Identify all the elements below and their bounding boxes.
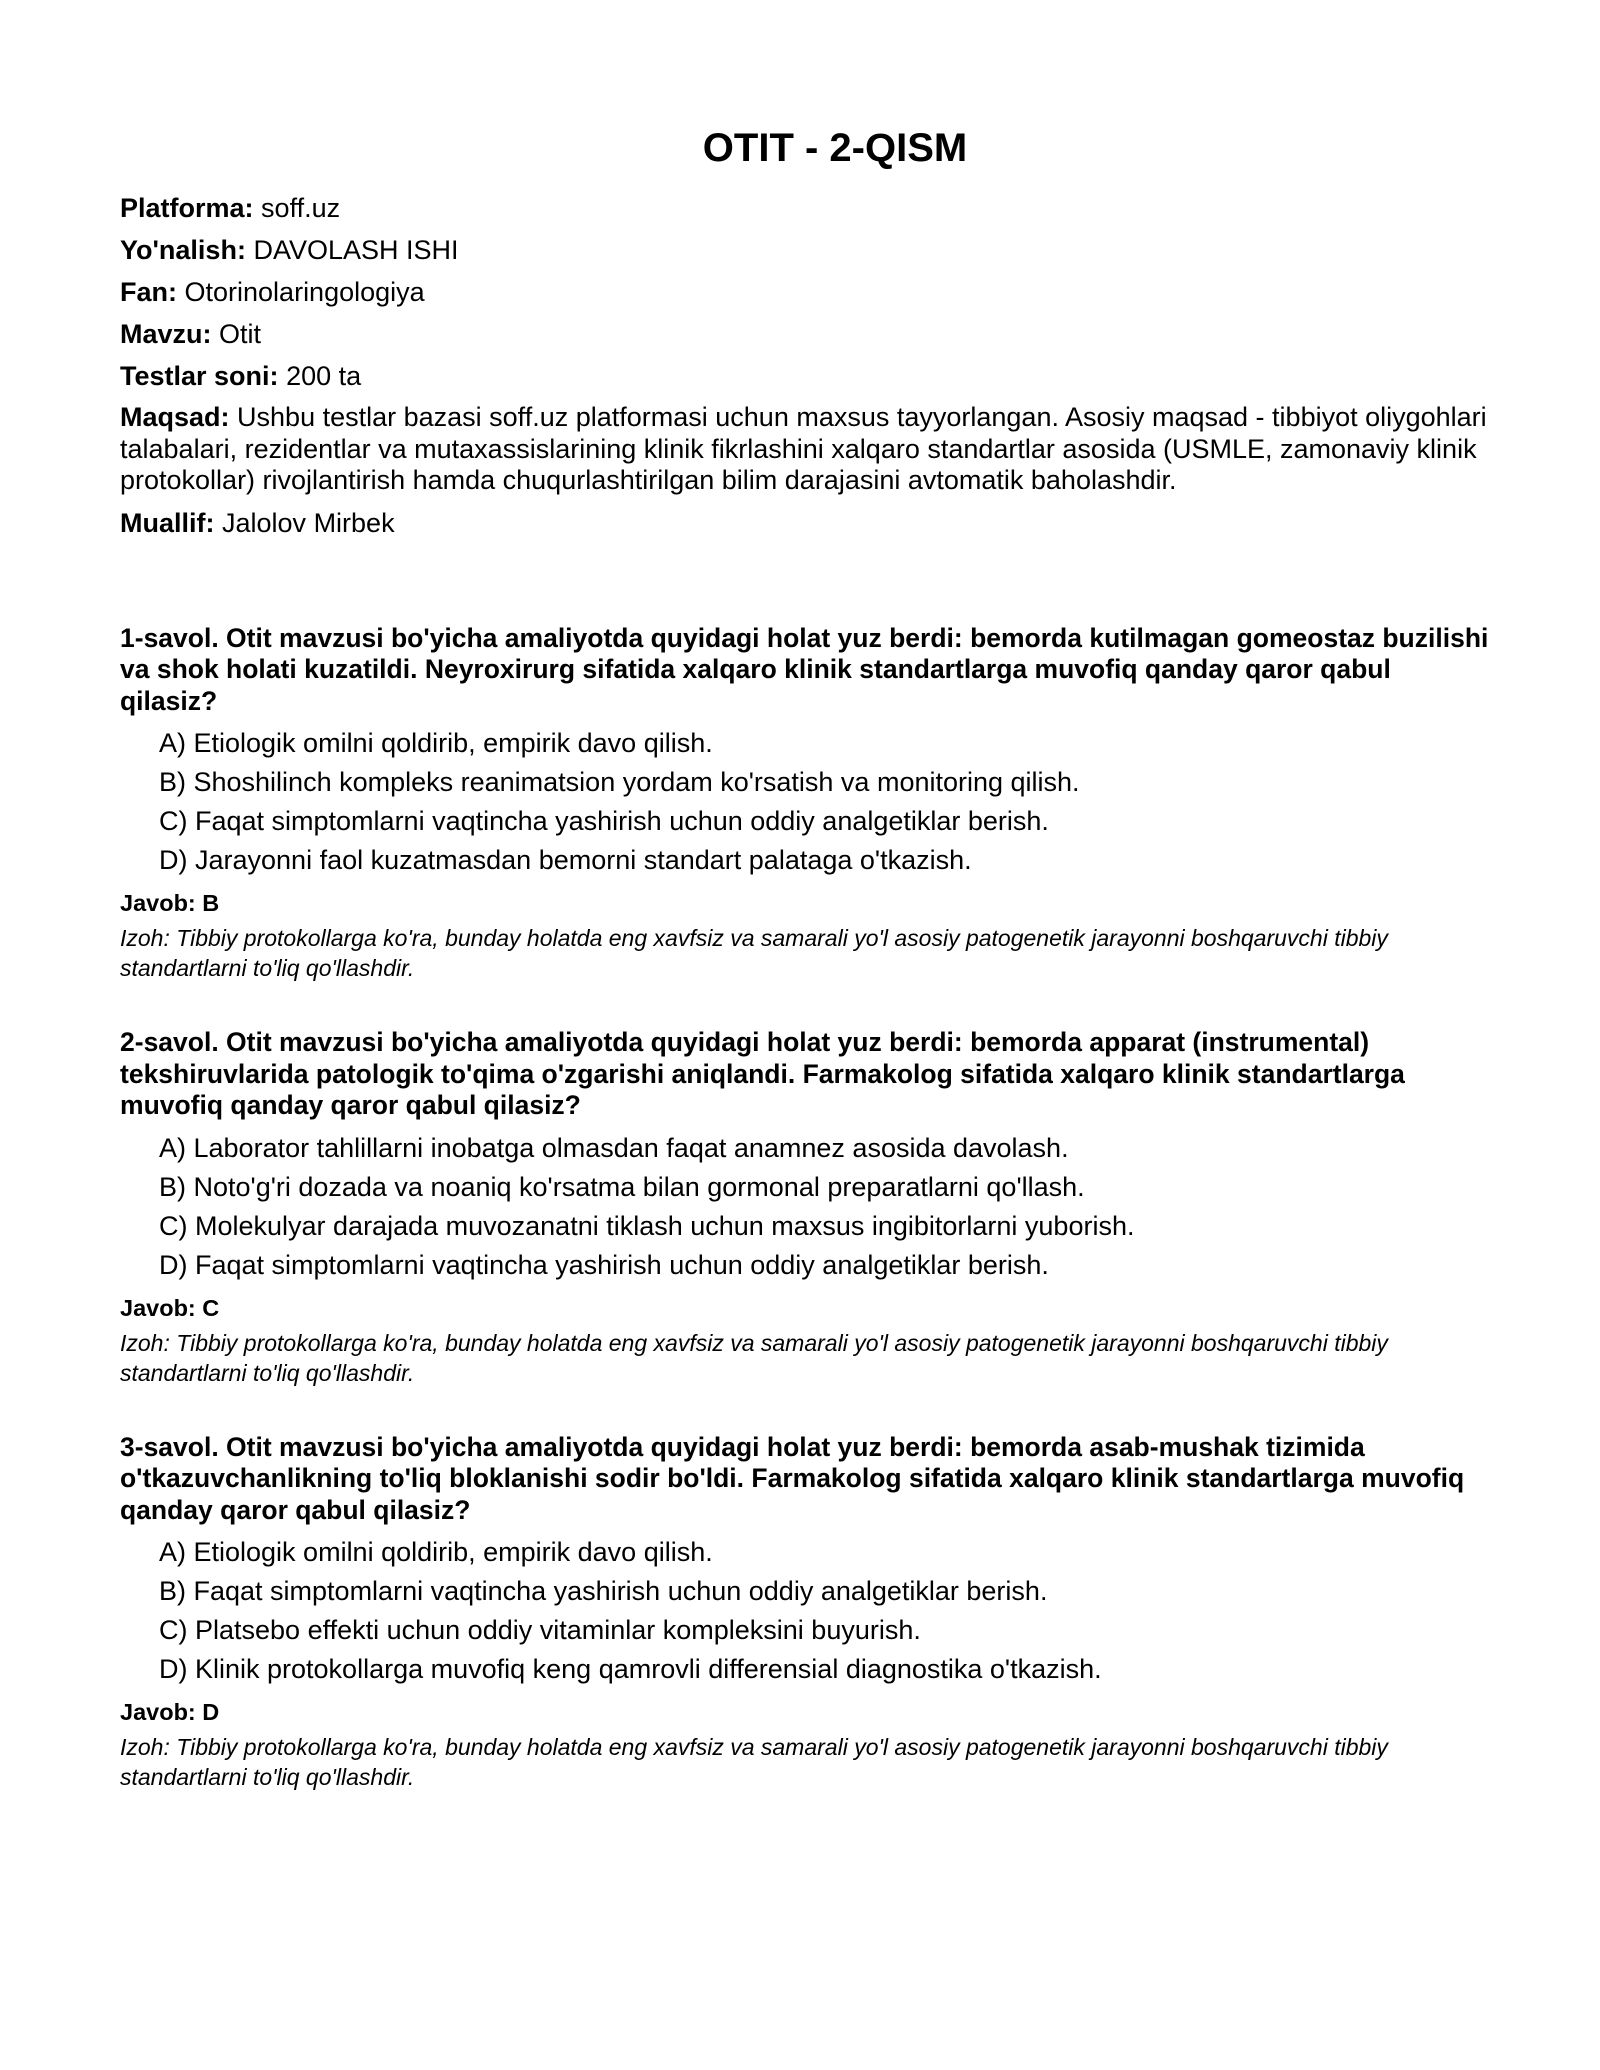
meta-subject <box>120 276 1490 308</box>
question-1 <box>120 623 1490 984</box>
meta-topic <box>120 318 1490 350</box>
meta-label: Mavzu: <box>120 319 212 349</box>
answer-option-b: B) Noto'g'ri dozada va noaniq ko'rsatma bilan gormonal preparatlarni qo'llash. <box>159 1171 1085 1202</box>
document-metadata <box>120 192 1490 539</box>
meta-author <box>120 507 1490 539</box>
answer-explanation: Izoh: Tibbiy protokollarga ko'ra, bunday holatda eng xavfsiz va samarali yo'l asosiy patogenetik jarayonni boshqaruvchi tibbiy standartlarni to'liq qo'llashdir. <box>120 1734 1388 1790</box>
answer-option-a: A) Laborator tahlillarni inobatga olmasdan faqat anamnez asosida davolash. <box>159 1132 1069 1163</box>
meta-label: Testlar soni: <box>120 361 279 391</box>
answer-option-c: C) Faqat simptomlarni vaqtincha yashirish uchun oddiy analgetiklar berish. <box>159 806 1049 836</box>
meta-value: Jalolov Mirbek <box>222 507 395 538</box>
answer-option-a: A) Etiologik omilni qoldirib, empirik davo qilish. <box>159 1537 713 1567</box>
document-page <box>120 0 1490 1836</box>
meta-label: Platforma: <box>120 193 254 223</box>
answer-option-d: D) Klinik protokollarga muvofiq keng qamrovli differensial diagnostika o'tkazish. <box>159 1654 1102 1684</box>
question-text: 1-savol. Otit mavzusi bo'yicha amaliyotda quyidagi holat yuz berdi: bemorda kutilmagan gomeostaz buzilishi va shok holati kuzatildi. Neyroxirurg sifatida xalqaro klinik standartlarga muvofiq qanday qaror qabul qilasiz? <box>120 622 1489 716</box>
meta-value: Otit <box>219 319 262 349</box>
meta-value: 200 ta <box>286 361 362 391</box>
answer-explanation: Izoh: Tibbiy protokollarga ko'ra, bunday holatda eng xavfsiz va samarali yo'l asosiy patogenetik jarayonni boshqaruvchi tibbiy standartlarni to'liq qo'llashdir. <box>120 925 1388 981</box>
meta-label: Muallif: <box>120 507 215 538</box>
meta-direction <box>120 234 1490 266</box>
answer-option-c: C) Platsebo effekti uchun oddiy vitaminlar kompleksini buyurish. <box>159 1615 921 1645</box>
answer-option-b: B) Faqat simptomlarni vaqtincha yashirish uchun oddiy analgetiklar berish. <box>159 1576 1048 1606</box>
answer-option-b: B) Shoshilinch kompleks reanimatsion yordam ko'rsatish va monitoring qilish. <box>159 767 1080 797</box>
meta-label: Maqsad: <box>120 402 230 432</box>
meta-value: Otorinolaringologiya <box>184 277 425 307</box>
answer-option-d: D) Faqat simptomlarni vaqtincha yashirish uchun oddiy analgetiklar berish. <box>159 1249 1049 1280</box>
question-list <box>120 623 1490 1793</box>
question-3 <box>120 1432 1490 1793</box>
meta-platform <box>120 192 1490 224</box>
correct-answer: Javob: C <box>120 1294 220 1321</box>
answer-explanation: Izoh: Tibbiy protokollarga ko'ra, bunday holatda eng xavfsiz va samarali yo'l asosiy patogenetik jarayonni boshqaruvchi tibbiy standartlarni to'liq qo'llashdir. <box>120 1329 1388 1386</box>
meta-test-count <box>120 360 1490 392</box>
meta-label: Yo'nalish: <box>120 235 246 265</box>
meta-goal <box>120 402 1490 497</box>
answer-option-d: D) Jarayonni faol kuzatmasdan bemorni standart palataga o'tkazish. <box>159 845 972 875</box>
correct-answer: Javob: D <box>120 1699 220 1725</box>
meta-value: soff.uz <box>261 193 341 223</box>
question-text: 2-savol. Otit mavzusi bo'yicha amaliyotda quyidagi holat yuz berdi: bemorda apparat (instrumental) tekshiruvlarida patologik to'qima o'zgarishi aniqlandi. Farmakolog sifatida xalqaro klinik standartlarga muvofiq qanday qaror qabul qilasiz? <box>120 1027 1405 1120</box>
question-text: 3-savol. Otit mavzusi bo'yicha amaliyotda quyidagi holat yuz berdi: bemorda asab-mushak tizimida o'tkazuvchanlikning to'liq bloklanishi sodir bo'ldi. Farmakolog sifatida xalqaro klinik standartlarga muvofiq qanday qaror qabul qilasiz? <box>120 1431 1465 1525</box>
answer-option-a: A) Etiologik omilni qoldirib, empirik davo qilish. <box>159 728 713 758</box>
document-title: OTIT - 2-QISM <box>702 126 968 170</box>
correct-answer: Javob: B <box>120 890 220 916</box>
meta-value: Ushbu testlar bazasi soff.uz platformasi uchun maxsus tayyorlangan. Asosiy maqsad - tibbiyot oliygohlari talabalari, rezidentlar va mutaxassislarining klinik fikrlashini xalqaro standartlar asosida (USMLE, zamonaviy klinik protokollar) rivojlantirish hamda chuqurlashtirilgan bilim darajasini avtomatik baholashdir. <box>120 402 1487 495</box>
meta-label: Fan: <box>120 277 177 307</box>
meta-value: DAVOLASH ISHI <box>253 235 459 265</box>
answer-option-c: C) Molekulyar darajada muvozanatni tiklash uchun maxsus ingibitorlarni yuborish. <box>159 1210 1135 1241</box>
question-2 <box>120 1027 1490 1388</box>
